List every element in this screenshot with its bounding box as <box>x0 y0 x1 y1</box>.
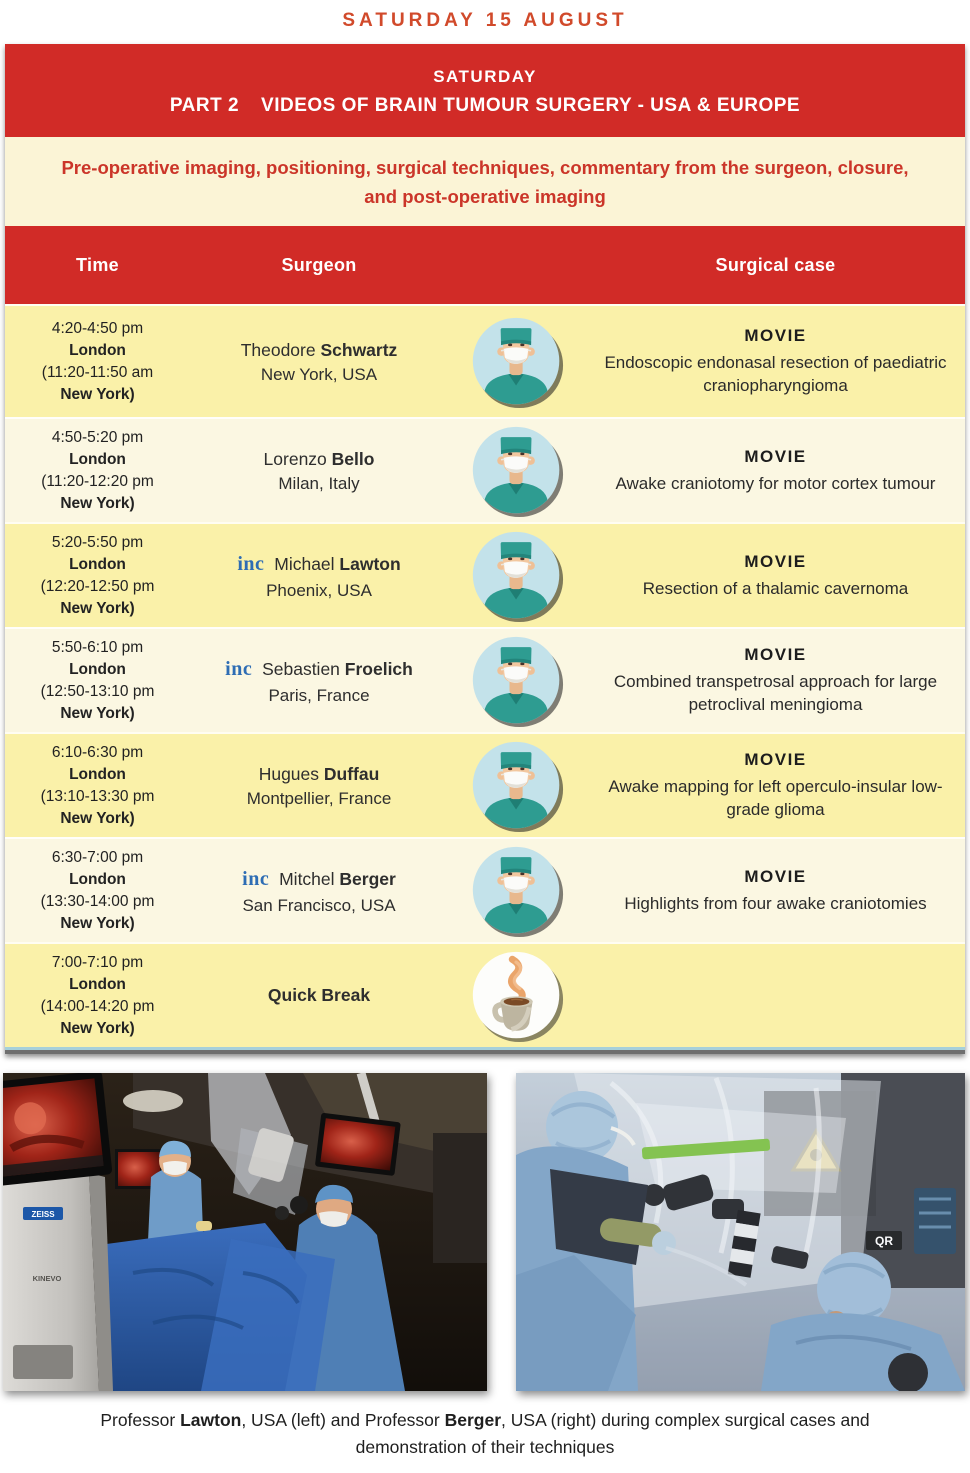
time-line: London <box>69 661 126 679</box>
session-description-text: Pre-operative imaging, positioning, surgical techniques, commentary from the surgeon, closure, and post-operative imaging <box>61 157 909 207</box>
surgeon-cell <box>190 984 448 1008</box>
caption <box>20 1407 950 1460</box>
time-cell <box>5 532 190 619</box>
time-cell <box>5 952 190 1039</box>
case-description: Resection of a thalamic cavernoma <box>642 578 909 598</box>
time-line: New York) <box>60 385 135 403</box>
time-line: 6:10-6:30 pm <box>51 744 144 762</box>
time-line: New York) <box>60 599 135 617</box>
case-cell <box>586 867 965 915</box>
session-title <box>15 95 955 117</box>
case-description: Combined transpetrosal approach for large petroclival meningioma <box>613 671 938 715</box>
avatar-cell <box>448 529 586 623</box>
case-description: Awake mapping for left operculo-insular low-grade glioma <box>608 776 943 820</box>
time-line: 7:00-7:10 pm <box>51 954 144 972</box>
time-line: 4:50-5:20 pm <box>51 429 144 447</box>
caption-text: , USA (right) during complex surgical cases and demonstration of their techniques <box>355 1410 870 1457</box>
avatar-cell <box>448 424 586 518</box>
case-description: Awake craniotomy for motor cortex tumour <box>615 473 936 493</box>
time-line: 4:20-4:50 pm <box>51 320 144 338</box>
surgeon-cell <box>190 551 448 601</box>
surgeon-avatar-icon <box>470 424 564 518</box>
movie-label: MOVIE <box>744 749 807 769</box>
time-line: London <box>69 556 126 574</box>
time-cell <box>5 427 190 514</box>
caption-text: Lawton <box>180 1410 242 1431</box>
surgeon-avatar-icon <box>470 739 564 833</box>
column-header-surgeon: Surgeon <box>281 254 357 275</box>
movie-label: MOVIE <box>744 866 807 886</box>
surgeon-last-name: Lawton <box>339 553 401 574</box>
movie-label: MOVIE <box>744 325 807 345</box>
schedule-row <box>5 522 965 627</box>
time-line: (11:20-12:20 pm <box>41 472 154 490</box>
surgeon-first-name: Lorenzo <box>263 448 332 469</box>
time-line: New York) <box>60 809 135 827</box>
surgeon-avatar-icon <box>470 529 564 623</box>
time-cell <box>5 847 190 934</box>
time-line: (12:20-12:50 pm <box>40 577 155 595</box>
session-day: SATURDAY <box>433 67 537 86</box>
caption-text: Berger <box>444 1410 502 1431</box>
surgeon-first-name: Mitchel <box>279 868 340 889</box>
time-cell <box>5 742 190 829</box>
surgeon-location: Phoenix, USA <box>266 580 372 600</box>
photo-berger-operating-room <box>516 1073 965 1391</box>
schedule-row <box>5 627 965 732</box>
inc-logo: inc <box>225 657 253 680</box>
case-cell <box>586 750 965 822</box>
surgeon-last-name: Duffau <box>323 763 380 784</box>
time-line: London <box>69 342 126 360</box>
avatar-cell <box>448 315 586 409</box>
time-line: London <box>69 766 126 784</box>
schedule-row <box>5 732 965 837</box>
page-title: SATURDAY 15 AUGUST <box>342 10 628 31</box>
qr-sign: QR <box>875 1234 893 1249</box>
table-header <box>5 226 965 304</box>
photo-strip <box>3 1073 967 1391</box>
surgeon-cell <box>190 448 448 495</box>
case-cell <box>586 326 965 398</box>
surgeon-avatar-icon <box>470 315 564 409</box>
surgeon-name <box>190 984 448 1008</box>
case-cell <box>586 447 965 495</box>
surgeon-name <box>190 866 448 893</box>
case-cell <box>586 552 965 600</box>
surgeon-cell <box>190 866 448 916</box>
surgeon-first-name: Hugues <box>258 763 324 784</box>
photo-lawton-operating-room <box>3 1073 487 1391</box>
case-description: Endoscopic endonasal resection of paediatric craniopharyngioma <box>604 352 947 396</box>
time-line: London <box>69 871 126 889</box>
column-header-time: Time <box>76 254 119 275</box>
caption-text: Professor <box>100 1410 181 1431</box>
inc-logo: inc <box>237 552 265 575</box>
session-banner <box>5 44 965 137</box>
avatar-cell <box>448 634 586 728</box>
surgeon-first-name: Michael <box>274 553 340 574</box>
case-cell <box>586 645 965 717</box>
surgeon-location: Montpellier, France <box>246 789 392 809</box>
surgeon-name <box>190 448 448 472</box>
coffee-break-icon <box>470 949 564 1043</box>
surgeon-first-name: Theodore <box>240 339 321 360</box>
schedule-rows <box>5 304 965 1047</box>
schedule-row <box>5 942 965 1047</box>
surgeon-name <box>190 551 448 578</box>
avatar-cell <box>448 739 586 833</box>
case-description: Highlights from four awake craniotomies <box>624 893 927 913</box>
movie-label: MOVIE <box>744 446 807 466</box>
surgeon-cell <box>190 339 448 386</box>
schedule-table <box>5 44 965 1054</box>
surgeon-last-name: Schwartz <box>320 339 398 360</box>
schedule-row <box>5 417 965 522</box>
time-line: (13:10-13:30 pm <box>40 787 155 805</box>
avatar-cell <box>448 949 586 1043</box>
zeiss-label: ZEISS <box>31 1210 55 1220</box>
surgeon-location: New York, USA <box>260 365 378 385</box>
surgeon-location: Milan, Italy <box>278 474 360 494</box>
table-bottom-border <box>5 1047 965 1054</box>
session-part-label: PART 2 <box>169 95 240 116</box>
avatar-cell <box>448 844 586 938</box>
caption-text: , USA (left) and Professor <box>241 1410 445 1431</box>
inc-logo: inc <box>242 867 270 890</box>
schedule-row <box>5 304 965 417</box>
surgeon-cell <box>190 656 448 706</box>
time-line: 5:20-5:50 pm <box>51 534 144 552</box>
surgeon-last-name: Quick Break <box>267 985 371 1006</box>
surgeon-avatar-icon <box>470 634 564 728</box>
surgeon-avatar-icon <box>470 844 564 938</box>
movie-label: MOVIE <box>744 644 807 664</box>
time-line: London <box>69 451 126 469</box>
surgeon-cell <box>190 763 448 810</box>
surgeon-name <box>190 763 448 787</box>
time-line: (14:00-14:20 pm <box>40 997 155 1015</box>
time-line: New York) <box>60 494 135 512</box>
schedule-row <box>5 837 965 942</box>
time-line: New York) <box>60 704 135 722</box>
time-line: (12:50-13:10 pm <box>40 682 155 700</box>
session-part-title: VIDEOS OF BRAIN TUMOUR SURGERY - USA & EUROPE <box>261 95 801 116</box>
time-line: London <box>69 976 126 994</box>
surgeon-last-name: Bello <box>331 448 375 469</box>
time-line: 6:30-7:00 pm <box>51 849 144 867</box>
time-line: (11:20-11:50 am <box>41 363 154 381</box>
surgeon-location: San Francisco, USA <box>242 895 396 915</box>
time-line: 5:50-6:10 pm <box>51 639 144 657</box>
time-line: New York) <box>60 1019 135 1037</box>
time-line: New York) <box>60 914 135 932</box>
time-cell <box>5 318 190 405</box>
surgeon-location: Paris, France <box>268 685 370 705</box>
column-header-surgical-case: Surgical case <box>715 254 836 275</box>
surgeon-name <box>190 339 448 363</box>
time-cell <box>5 637 190 724</box>
session-description <box>5 137 965 226</box>
surgeon-name <box>190 656 448 683</box>
surgeon-first-name: Sebastien <box>262 658 345 679</box>
kinevo-label: KINEVO <box>32 1274 62 1284</box>
surgeon-last-name: Froelich <box>344 658 413 679</box>
movie-label: MOVIE <box>744 551 807 571</box>
surgeon-last-name: Berger <box>339 868 396 889</box>
time-line: (13:30-14:00 pm <box>40 892 155 910</box>
